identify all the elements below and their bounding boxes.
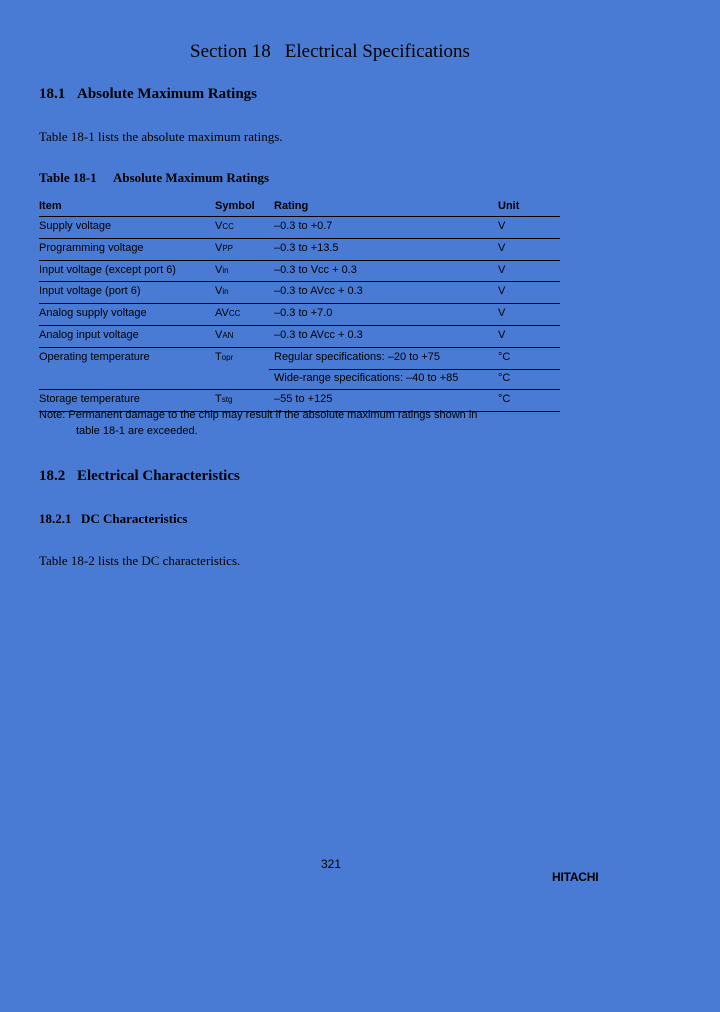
header-symbol: Symbol (215, 200, 255, 212)
cell-item: Input voltage (except port 6) (39, 263, 176, 276)
ratings-table (39, 200, 560, 412)
heading-18-1-number: 18.1 (39, 86, 66, 102)
table-caption (39, 170, 269, 186)
cell-item: Supply voltage (39, 220, 112, 232)
table-caption-title: Absolute Maximum Ratings (113, 170, 270, 185)
cell-symbol: Vin (215, 285, 229, 298)
cell-item: Programming voltage (39, 241, 144, 254)
cell-unit: V (498, 241, 506, 254)
cell-item: Storage temperature (39, 393, 140, 406)
cell-rating: –0.3 to Vcc + 0.3 (274, 263, 357, 276)
cell-unit: V (498, 307, 506, 320)
note-text-line-2: table 18-1 are exceeded. (76, 424, 198, 437)
cell-symbol: Topr (215, 350, 234, 363)
cell-unit: °C (498, 393, 511, 406)
cell-symbol: VCC (215, 220, 234, 232)
cell-rating: –0.3 to +0.7 (274, 220, 333, 232)
table-row (39, 239, 560, 261)
table-row (39, 369, 560, 391)
cell-item: Input voltage (port 6) (39, 285, 141, 298)
cell-symbol: VPP (215, 241, 234, 254)
brand-logo: HITACHI (552, 870, 599, 884)
table-row (39, 304, 560, 326)
note-label: Note: (39, 409, 66, 421)
cell-unit: °C (498, 350, 511, 363)
cell-item: Operating temperature (39, 350, 150, 363)
cell-symbol: Vin (215, 263, 229, 276)
table-row (39, 348, 560, 369)
heading-18-2-1 (39, 511, 188, 527)
cell-symbol: AVCC (215, 307, 241, 320)
cell-rating: –55 to +125 (274, 393, 333, 406)
header-unit: Unit (498, 200, 520, 212)
cell-item: Analog input voltage (39, 328, 139, 341)
cell-symbol: Tstg (215, 393, 233, 406)
cell-unit: V (498, 263, 506, 276)
cell-unit: V (498, 328, 506, 341)
heading-18-2-1-title: DC Characteristics (81, 511, 188, 526)
table-row (39, 217, 560, 239)
intro-18-2-1: Table 18-2 lists the DC characteristics. (39, 553, 241, 568)
heading-18-2-number: 18.2 (39, 468, 66, 484)
table-note (39, 408, 539, 439)
table-header-row (39, 200, 560, 217)
cell-rating: –0.3 to AVcc + 0.3 (274, 328, 363, 341)
cell-rating: Wide-range specifications: –40 to +85 (274, 371, 459, 384)
cell-unit: V (498, 285, 506, 298)
table-row (39, 282, 560, 304)
section-number: Section 18 (190, 41, 271, 62)
cell-rating: –0.3 to +7.0 (274, 307, 333, 320)
table-caption-number: Table 18-1 (39, 170, 97, 185)
intro-18-1: Table 18-1 lists the absolute maximum ratings. (39, 129, 283, 144)
note-text-line-1: Permanent damage to the chip may result if the absolute maximum ratings shown in (68, 409, 478, 421)
cell-symbol: VAN (215, 328, 234, 341)
header-item: Item (39, 200, 62, 212)
table-row (39, 261, 560, 283)
cell-rating: –0.3 to AVcc + 0.3 (274, 285, 363, 298)
cell-unit: V (498, 220, 506, 232)
cell-item: Analog supply voltage (39, 307, 147, 320)
cell-unit: °C (498, 371, 511, 384)
table-row (39, 326, 560, 348)
page-number: 321 (321, 857, 342, 871)
header-rating: Rating (274, 200, 309, 212)
section-name: Electrical Specifications (284, 41, 470, 62)
section-title (0, 41, 660, 63)
cell-rating: Regular specifications: –20 to +75 (274, 350, 441, 363)
cell-rating: –0.3 to +13.5 (274, 241, 339, 254)
heading-18-1-title: Absolute Maximum Ratings (77, 86, 258, 102)
heading-18-2 (39, 468, 240, 485)
heading-18-1 (39, 86, 257, 103)
heading-18-2-title: Electrical Characteristics (77, 468, 240, 484)
heading-18-2-1-number: 18.2.1 (39, 511, 72, 526)
